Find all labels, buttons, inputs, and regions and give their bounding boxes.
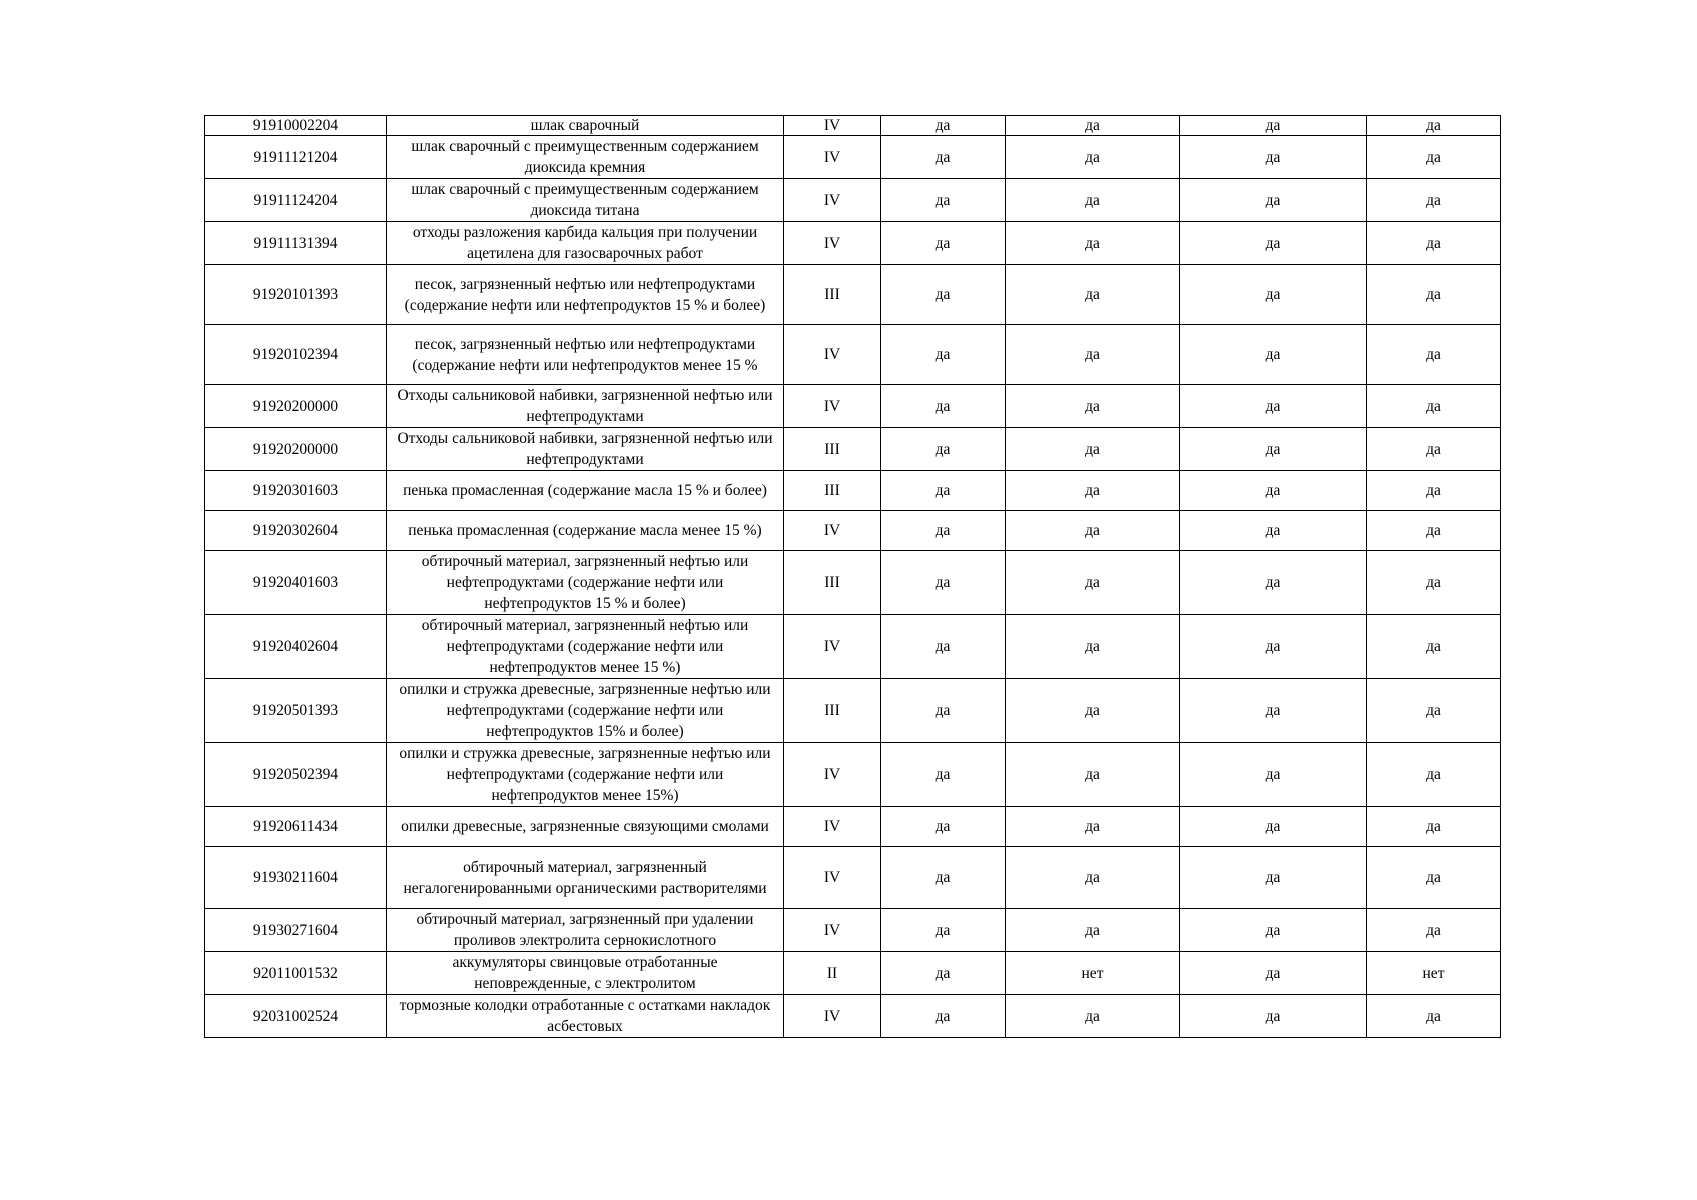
col6-cell: да (1180, 471, 1367, 511)
waste-name-cell: отходы разложения карбида кальция при получении ацетилена для газосварочных работ (387, 222, 784, 265)
table-row (205, 952, 1501, 995)
table-body (205, 116, 1501, 1038)
col6-cell: да (1180, 615, 1367, 679)
col6-cell: да (1180, 807, 1367, 847)
col7-cell: да (1367, 136, 1501, 179)
waste-code-cell: 91920501393 (205, 679, 387, 743)
table-row (205, 136, 1501, 179)
waste-code-cell: 91930211604 (205, 847, 387, 909)
col7-cell: да (1367, 909, 1501, 952)
col6-cell: да (1180, 265, 1367, 325)
waste-name-cell: шлак сварочный (387, 116, 784, 136)
col4-cell: да (881, 222, 1006, 265)
waste-name-cell: опилки и стружка древесные, загрязненные нефтью или нефтепродуктами (содержание нефти или нефтепродуктов 15% и более) (387, 679, 784, 743)
col5-cell: да (1006, 265, 1180, 325)
col7-cell: да (1367, 325, 1501, 385)
waste-name-cell: Отходы сальниковой набивки, загрязненной нефтью или нефтепродуктами (387, 385, 784, 428)
hazard-class-cell: IV (784, 116, 881, 136)
table-row (205, 679, 1501, 743)
col6-cell: да (1180, 116, 1367, 136)
table-row (205, 743, 1501, 807)
waste-code-cell: 91920101393 (205, 265, 387, 325)
waste-name-cell: тормозные колодки отработанные с остатками накладок асбестовых (387, 995, 784, 1038)
col4-cell: да (881, 471, 1006, 511)
col6-cell: да (1180, 428, 1367, 471)
waste-name-cell: песок, загрязненный нефтью или нефтепродуктами (содержание нефти или нефтепродуктов 15 % и более) (387, 265, 784, 325)
col7-cell: да (1367, 615, 1501, 679)
col6-cell: да (1180, 511, 1367, 551)
hazard-class-cell: IV (784, 807, 881, 847)
col4-cell: да (881, 511, 1006, 551)
col7-cell: да (1367, 179, 1501, 222)
waste-code-cell: 91930271604 (205, 909, 387, 952)
hazard-class-cell: III (784, 679, 881, 743)
hazard-class-cell: IV (784, 847, 881, 909)
table-row (205, 847, 1501, 909)
col4-cell: да (881, 551, 1006, 615)
col4-cell: да (881, 385, 1006, 428)
col5-cell: да (1006, 551, 1180, 615)
table-row (205, 116, 1501, 136)
col7-cell: да (1367, 743, 1501, 807)
waste-name-cell: обтирочный материал, загрязненный при удалении проливов электролита сернокислотного (387, 909, 784, 952)
waste-code-cell: 91911131394 (205, 222, 387, 265)
col6-cell: да (1180, 909, 1367, 952)
col4-cell: да (881, 265, 1006, 325)
table-row (205, 325, 1501, 385)
waste-name-cell: обтирочный материал, загрязненный негалогенированными органическими растворителями (387, 847, 784, 909)
col5-cell: да (1006, 471, 1180, 511)
waste-name-cell: обтирочный материал, загрязненный нефтью или нефтепродуктами (содержание нефти или нефтепродуктов 15 % и более) (387, 551, 784, 615)
col5-cell: да (1006, 325, 1180, 385)
table-row (205, 385, 1501, 428)
hazard-class-cell: IV (784, 179, 881, 222)
col6-cell: да (1180, 679, 1367, 743)
col4-cell: да (881, 995, 1006, 1038)
col5-cell: да (1006, 679, 1180, 743)
col7-cell: нет (1367, 952, 1501, 995)
waste-code-cell: 92031002524 (205, 995, 387, 1038)
col4-cell: да (881, 179, 1006, 222)
waste-code-cell: 91920301603 (205, 471, 387, 511)
col5-cell: да (1006, 179, 1180, 222)
table-row (205, 995, 1501, 1038)
col7-cell: да (1367, 847, 1501, 909)
waste-code-cell: 91920200000 (205, 428, 387, 471)
hazard-class-cell: II (784, 952, 881, 995)
col7-cell: да (1367, 807, 1501, 847)
hazard-class-cell: IV (784, 615, 881, 679)
col4-cell: да (881, 909, 1006, 952)
waste-code-cell: 91920401603 (205, 551, 387, 615)
waste-name-cell: опилки древесные, загрязненные связующими смолами (387, 807, 784, 847)
col4-cell: да (881, 847, 1006, 909)
col5-cell: да (1006, 807, 1180, 847)
col4-cell: да (881, 615, 1006, 679)
hazard-class-cell: III (784, 551, 881, 615)
table-row (205, 909, 1501, 952)
table-row (205, 179, 1501, 222)
col6-cell: да (1180, 995, 1367, 1038)
hazard-class-cell: IV (784, 511, 881, 551)
col7-cell: да (1367, 679, 1501, 743)
col4-cell: да (881, 136, 1006, 179)
col6-cell: да (1180, 222, 1367, 265)
waste-code-cell: 91920200000 (205, 385, 387, 428)
hazard-class-cell: IV (784, 325, 881, 385)
table-row (205, 807, 1501, 847)
col6-cell: да (1180, 952, 1367, 995)
hazard-class-cell: IV (784, 385, 881, 428)
hazard-class-cell: IV (784, 995, 881, 1038)
col6-cell: да (1180, 179, 1367, 222)
waste-code-cell: 91920502394 (205, 743, 387, 807)
col4-cell: да (881, 679, 1006, 743)
table-row (205, 471, 1501, 511)
hazard-class-cell: IV (784, 909, 881, 952)
col6-cell: да (1180, 743, 1367, 807)
waste-code-cell: 91911121204 (205, 136, 387, 179)
col7-cell: да (1367, 265, 1501, 325)
col5-cell: да (1006, 428, 1180, 471)
col6-cell: да (1180, 325, 1367, 385)
waste-code-cell: 91920611434 (205, 807, 387, 847)
waste-name-cell: обтирочный материал, загрязненный нефтью или нефтепродуктами (содержание нефти или нефтепродуктов менее 15 %) (387, 615, 784, 679)
col4-cell: да (881, 428, 1006, 471)
col7-cell: да (1367, 551, 1501, 615)
hazard-class-cell: III (784, 471, 881, 511)
col5-cell: да (1006, 995, 1180, 1038)
col6-cell: да (1180, 551, 1367, 615)
waste-name-cell: шлак сварочный с преимущественным содержанием диоксида кремния (387, 136, 784, 179)
waste-code-cell: 91911124204 (205, 179, 387, 222)
col7-cell: да (1367, 511, 1501, 551)
col4-cell: да (881, 807, 1006, 847)
table-row (205, 265, 1501, 325)
col5-cell: да (1006, 511, 1180, 551)
waste-name-cell: песок, загрязненный нефтью или нефтепродуктами (содержание нефти или нефтепродуктов менее 15 % (387, 325, 784, 385)
col7-cell: да (1367, 222, 1501, 265)
col6-cell: да (1180, 847, 1367, 909)
col4-cell: да (881, 743, 1006, 807)
col5-cell: да (1006, 385, 1180, 428)
hazard-class-cell: IV (784, 743, 881, 807)
col4-cell: да (881, 325, 1006, 385)
col5-cell: да (1006, 222, 1180, 265)
waste-table (204, 115, 1501, 1038)
col6-cell: да (1180, 136, 1367, 179)
col4-cell: да (881, 116, 1006, 136)
table-row (205, 615, 1501, 679)
hazard-class-cell: III (784, 265, 881, 325)
waste-name-cell: пенька промасленная (содержание масла 15 % и более) (387, 471, 784, 511)
waste-code-cell: 91920402604 (205, 615, 387, 679)
col5-cell: да (1006, 909, 1180, 952)
col5-cell: нет (1006, 952, 1180, 995)
table-row (205, 551, 1501, 615)
col7-cell: да (1367, 995, 1501, 1038)
table-row (205, 511, 1501, 551)
col5-cell: да (1006, 136, 1180, 179)
waste-name-cell: пенька промасленная (содержание масла менее 15 %) (387, 511, 784, 551)
col5-cell: да (1006, 847, 1180, 909)
waste-name-cell: аккумуляторы свинцовые отработанные неповрежденные, с электролитом (387, 952, 784, 995)
col5-cell: да (1006, 116, 1180, 136)
col7-cell: да (1367, 428, 1501, 471)
waste-name-cell: опилки и стружка древесные, загрязненные нефтью или нефтепродуктами (содержание нефти или нефтепродуктов менее 15%) (387, 743, 784, 807)
col7-cell: да (1367, 116, 1501, 136)
table-row (205, 428, 1501, 471)
hazard-class-cell: IV (784, 222, 881, 265)
col4-cell: да (881, 952, 1006, 995)
waste-code-cell: 91910002204 (205, 116, 387, 136)
table-row (205, 222, 1501, 265)
col7-cell: да (1367, 385, 1501, 428)
waste-code-cell: 91920102394 (205, 325, 387, 385)
waste-code-cell: 91920302604 (205, 511, 387, 551)
col7-cell: да (1367, 471, 1501, 511)
hazard-class-cell: IV (784, 136, 881, 179)
waste-code-cell: 92011001532 (205, 952, 387, 995)
col6-cell: да (1180, 385, 1367, 428)
hazard-class-cell: III (784, 428, 881, 471)
waste-name-cell: Отходы сальниковой набивки, загрязненной нефтью или нефтепродуктами (387, 428, 784, 471)
waste-name-cell: шлак сварочный с преимущественным содержанием диоксида титана (387, 179, 784, 222)
col5-cell: да (1006, 615, 1180, 679)
col5-cell: да (1006, 743, 1180, 807)
